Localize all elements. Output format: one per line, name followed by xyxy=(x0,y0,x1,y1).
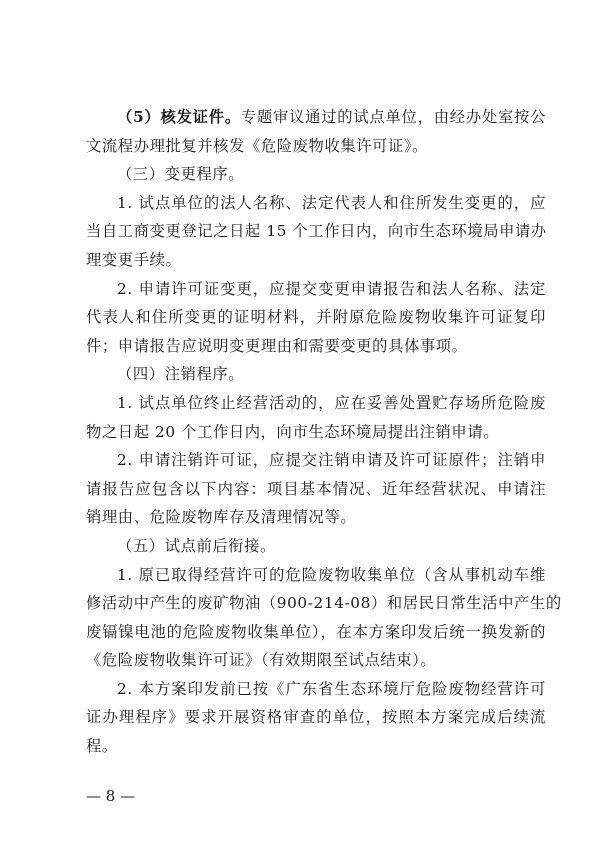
paragraph-line: 专题审议通过的试点单位，由经办处室按公 xyxy=(240,108,546,126)
paragraph-line: 程。 xyxy=(86,737,118,756)
paragraph-line: 《危险废物收集许可证》（有效期限至试点结束）。 xyxy=(86,651,437,670)
paragraph-lead: （5）核发证件。 xyxy=(117,108,241,126)
paragraph-line: 1. 试点单位终止经营活动的，应在妥善处置贮存场所危险废 xyxy=(117,393,546,412)
paragraph-line: 销理由、危险废物库存及清理情况等。 xyxy=(86,508,357,527)
paragraph-line: 修活动中产生的废矿物油（900-214-08）和居民日常生活中产生的 xyxy=(86,594,562,613)
section-heading-text: （三）变更程序。 xyxy=(117,165,245,184)
paragraph-line: 物之日起 20 个工作日内，向市生态环境局提出注销申请。 xyxy=(86,422,500,441)
paragraph-line: 1. 试点单位的法人名称、法定代表人和住所发生变更的，应 xyxy=(117,193,546,212)
paragraph-transition-2 xyxy=(86,675,546,761)
paragraph-line: 2. 申请注销许可证，应提交注销申请及许可证原件；注销申 xyxy=(117,451,546,470)
paragraph-line: 1. 原已取得经营许可的危险废物收集单位（含从事机动车维 xyxy=(117,565,546,584)
paragraph-issue-certificate xyxy=(86,103,546,160)
section-heading-text: （五）试点前后衔接。 xyxy=(117,536,276,555)
page-number: — 8 — xyxy=(86,787,136,805)
document-body xyxy=(86,103,562,761)
paragraph-line: 代表人和住所变更的证明材料，并附原危险废物收集许可证复印 xyxy=(86,308,546,327)
paragraph-line: 件；申请报告应说明变更理由和需要变更的具体事项。 xyxy=(86,336,468,355)
paragraph-line: 证办理程序》要求开展资格审查的单位，按照本方案完成后续流 xyxy=(86,708,546,727)
section-heading-text: （四）注销程序。 xyxy=(117,365,245,384)
paragraph-line: 理变更手续。 xyxy=(86,250,182,269)
paragraph-line: 废镉镍电池的危险废物收集单位），在本方案印发后统一换发新的 xyxy=(86,622,546,641)
section-heading-change-procedure xyxy=(86,160,546,189)
section-heading-cancel-procedure xyxy=(86,360,546,389)
paragraph-line: 请报告应包含以下内容：项目基本情况、近年经营状况、申请注 xyxy=(86,479,546,498)
paragraph-line: 当自工商变更登记之日起 15 个工作日内，向市生态环境局申请办 xyxy=(86,222,547,241)
paragraph-transition-1 xyxy=(86,561,562,675)
section-heading-transition xyxy=(86,532,546,561)
paragraph-change-1 xyxy=(86,189,546,275)
paragraph-line: 文流程办理批复并核发《危险废物收集许可证》。 xyxy=(86,136,429,155)
paragraph-line: 2. 本方案印发前已按《广东省生态环境厅危险废物经营许可 xyxy=(117,679,546,698)
paragraph-change-2 xyxy=(86,275,546,361)
paragraph-cancel-2 xyxy=(86,446,546,532)
paragraph-cancel-1 xyxy=(86,389,546,446)
paragraph-line: 2. 申请许可证变更，应提交变更申请报告和法人名称、法定 xyxy=(117,279,546,298)
